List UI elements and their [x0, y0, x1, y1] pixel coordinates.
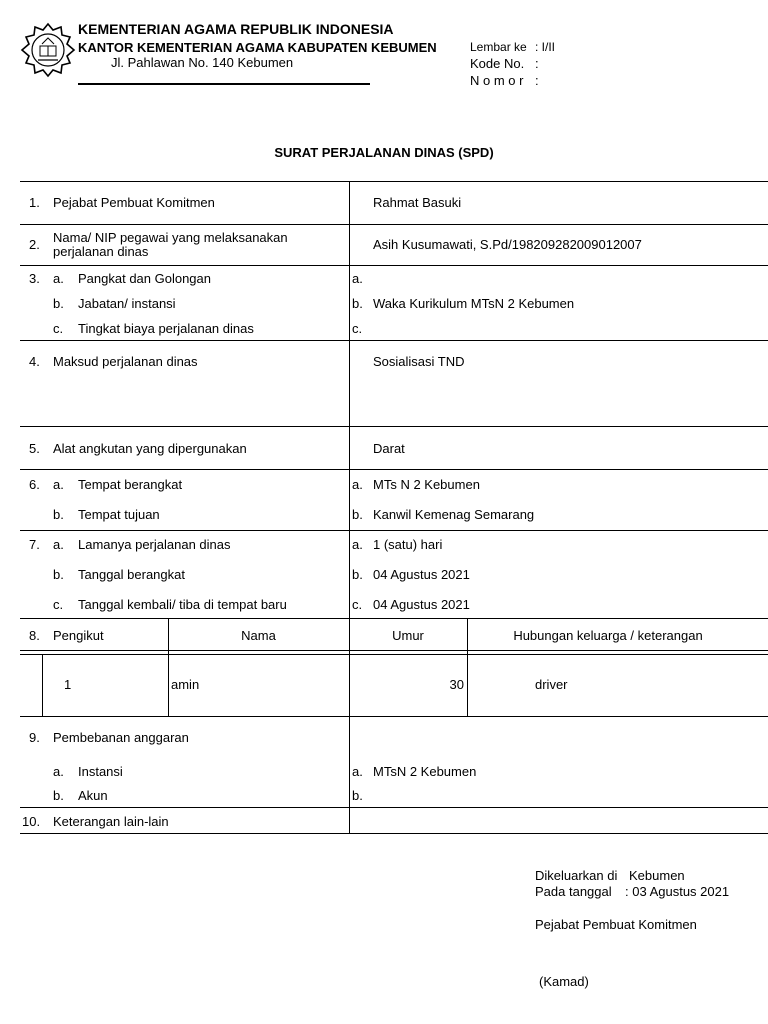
sub-value: 04 Agustus 2021	[373, 597, 470, 612]
sub-value-letter: b.	[352, 567, 363, 582]
kode-label: Kode No.	[470, 56, 525, 71]
nomor-label: N o m o r	[470, 73, 524, 88]
sub-value: 04 Agustus 2021	[373, 567, 470, 582]
sub-value: MTsN 2 Kebumen	[373, 764, 477, 779]
entry-nama: amin	[171, 677, 200, 692]
sub-letter: c.	[53, 597, 64, 612]
row-label: Maksud perjalanan dinas	[53, 354, 198, 369]
row-label: Pengikut	[53, 628, 104, 643]
issued-at-value: Kebumen	[629, 868, 685, 883]
sub-value-letter: b.	[352, 296, 363, 311]
sub-letter: b.	[53, 567, 64, 582]
entry-hubungan: driver	[535, 677, 568, 692]
row-label: Pejabat Pembuat Komitmen	[53, 195, 215, 210]
row-number: 10.	[22, 814, 41, 829]
sub-value-letter: b.	[352, 507, 363, 522]
column-header-nama: Nama	[241, 628, 276, 643]
sub-value: MTs N 2 Kebumen	[373, 477, 480, 492]
row-number: 1.	[29, 195, 40, 210]
sub-label: Pangkat dan Golongan	[78, 271, 211, 286]
sub-letter: a.	[53, 477, 64, 492]
issued-date-label: Pada tanggal	[535, 884, 612, 899]
document-title: SURAT PERJALANAN DINAS (SPD)	[274, 145, 494, 160]
column-header-umur: Umur	[392, 628, 424, 643]
sub-letter: b.	[53, 296, 64, 311]
sub-label: Tempat berangkat	[78, 477, 183, 492]
ministry-name: KEMENTERIAN AGAMA REPUBLIK INDONESIA	[78, 21, 394, 37]
sub-value: Waka Kurikulum MTsN 2 Kebumen	[373, 296, 575, 311]
sub-letter: a.	[53, 271, 64, 286]
sub-letter: b.	[53, 507, 64, 522]
row-number: 8.	[29, 628, 40, 643]
ministry-logo-icon	[20, 22, 76, 78]
row-value: Asih Kusumawati, S.Pd/198209282009012007	[373, 237, 642, 252]
sub-label: Tanggal kembali/ tiba di tempat baru	[78, 597, 287, 612]
sub-label: Lamanya perjalanan dinas	[78, 537, 231, 552]
row-number: 4.	[29, 354, 40, 369]
row-value: Sosialisasi TND	[373, 354, 465, 369]
sub-value-letter: c.	[352, 597, 363, 612]
sub-letter: b.	[53, 788, 64, 803]
sub-value-letter: c.	[352, 321, 363, 336]
office-address: Jl. Pahlawan No. 140 Kebumen	[111, 55, 294, 70]
row-number: 6.	[29, 477, 40, 492]
row-value: Rahmat Basuki	[373, 195, 462, 210]
sub-value: 1 (satu) hari	[373, 537, 443, 552]
row-number: 7.	[29, 537, 40, 552]
row-number: 9.	[29, 730, 40, 745]
entry-number: 1	[64, 677, 72, 692]
sub-value-letter: a.	[352, 477, 363, 492]
row-number: 3.	[29, 271, 40, 286]
sub-value: Kanwil Kemenag Semarang	[373, 507, 535, 522]
sub-label: Tingkat biaya perjalanan dinas	[78, 321, 254, 336]
sub-label: Jabatan/ instansi	[78, 296, 176, 311]
issued-at-label: Dikeluarkan di	[535, 868, 618, 883]
sub-value-letter: a.	[352, 537, 363, 552]
sub-label: Instansi	[78, 764, 123, 779]
row-value: Darat	[373, 441, 405, 456]
row-label: Keterangan lain-lain	[53, 814, 169, 829]
sub-letter: a.	[53, 537, 64, 552]
row-label-line2: perjalanan dinas	[53, 244, 149, 259]
row-label-line1: Nama/ NIP pegawai yang melaksanakan	[53, 230, 288, 245]
row-label: Alat angkutan yang dipergunakan	[53, 441, 247, 456]
column-header-hubungan: Hubungan keluarga / keterangan	[513, 628, 703, 643]
sub-value-letter: a.	[352, 764, 363, 779]
sub-value-letter: b.	[352, 788, 363, 803]
entry-umur: 30	[449, 677, 464, 692]
row-label: Pembebanan anggaran	[53, 730, 189, 745]
sub-label: Tempat tujuan	[78, 507, 160, 522]
signer-name: (Kamad)	[539, 974, 589, 989]
row-number: 2.	[29, 237, 40, 252]
nomor-value: :	[535, 73, 539, 88]
signer-position: Pejabat Pembuat Komitmen	[535, 917, 697, 932]
sub-label: Akun	[78, 788, 108, 803]
office-name: KANTOR KEMENTERIAN AGAMA KABUPATEN KEBUMEN	[78, 40, 437, 55]
lembar-value: : I/II	[535, 40, 556, 54]
lembar-label: Lembar ke	[470, 40, 527, 54]
kode-value: :	[535, 56, 539, 71]
sub-value-letter: a.	[352, 271, 363, 286]
issued-date-value: : 03 Agustus 2021	[625, 884, 730, 899]
sub-label: Tanggal berangkat	[78, 567, 185, 582]
row-number: 5.	[29, 441, 40, 456]
letterhead-rule	[78, 83, 370, 85]
sub-letter: a.	[53, 764, 64, 779]
sub-letter: c.	[53, 321, 64, 336]
